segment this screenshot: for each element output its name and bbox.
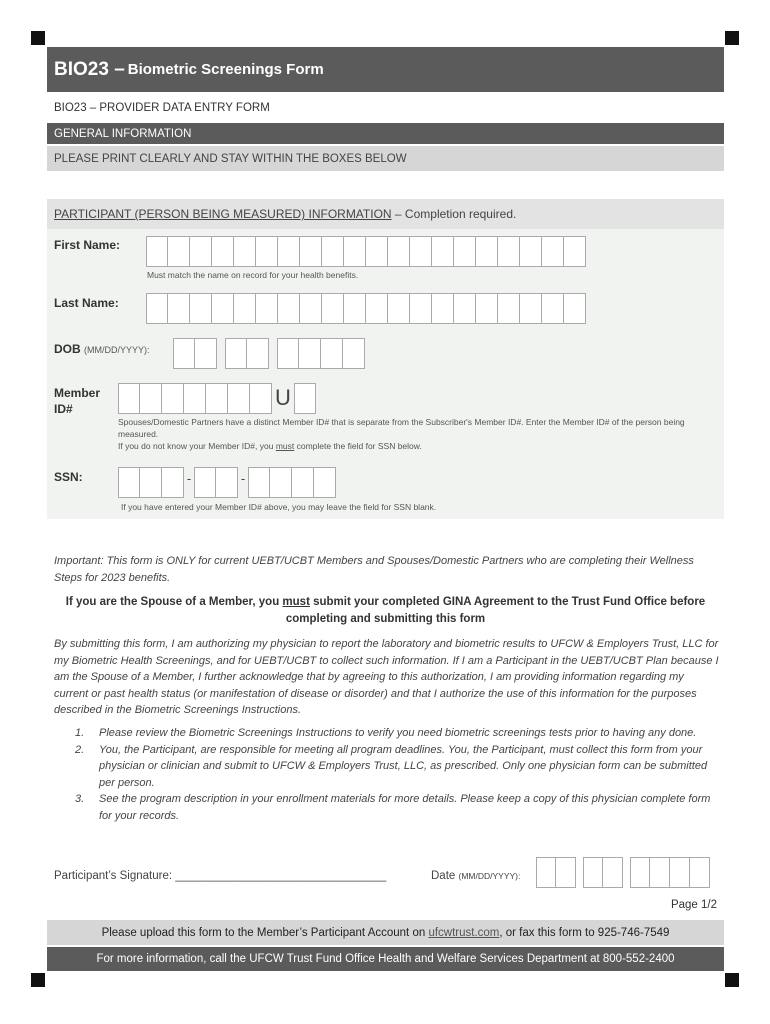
date-format: (MM/DD/YYYY): xyxy=(458,871,521,881)
ssn-input[interactable] xyxy=(118,467,336,498)
last-name-label: Last Name: xyxy=(54,296,119,310)
dob-input[interactable] xyxy=(173,338,365,369)
title-bar xyxy=(47,47,724,92)
ssn-label: SSN: xyxy=(54,470,83,484)
biometric-form xyxy=(47,47,724,971)
registration-mark-bottom-right xyxy=(725,973,739,987)
participant-heading-text: PARTICIPANT (PERSON BEING MEASURED) INFORMATION xyxy=(54,207,392,221)
spouse-notice-post: submit your completed GINA Agreement to the Trust Fund Office before completing and submitting this form xyxy=(285,596,709,625)
spouse-notice xyxy=(47,594,724,627)
registration-mark-top-right xyxy=(725,31,739,45)
member-id-label-line2: ID# xyxy=(54,402,73,416)
first-name-label: First Name: xyxy=(54,238,121,252)
member-id-note-2-post: complete the field for SSN below. xyxy=(294,441,422,451)
member-id-note-2-em: must xyxy=(275,441,295,451)
member-id-note-2-pre: If you do not know your Member ID#, you xyxy=(118,441,276,451)
member-id-input[interactable] xyxy=(118,383,316,414)
important-notice: Important: This form is ONLY for current UEBT/UCBT Members and Spouses/Domestic Partners who are completing their Wellness Steps for 2023 benefits. xyxy=(54,555,694,584)
dob-format: (MM/DD/YYYY): xyxy=(84,345,150,355)
first-name-input[interactable] xyxy=(146,236,586,267)
list-item: 3. See the program description in your enrollment materials for more details. Please keep a copy of this physician complete form for your records. xyxy=(75,793,711,822)
member-id-note xyxy=(118,416,718,452)
contact-info-bar: For more information, call the UFCW Trust Fund Office Health and Welfare Services Department at 800-552-2400 xyxy=(47,947,724,971)
signature-field[interactable]: Participant’s Signature: _________________________________ xyxy=(54,870,387,882)
list-item: 2. You, the Participant, are responsible for meeting all program deadlines. You, the Participant, must collect this form from your physician or clinician and submit to UFCW & Employers Trust, LLC, as prescribed. Only one physician form can be submitted per person. xyxy=(75,743,708,789)
spouse-notice-pre: If you are the Spouse of a Member, you xyxy=(65,596,283,608)
participant-panel xyxy=(47,229,724,519)
form-subtitle: BIO23 – PROVIDER DATA ENTRY FORM xyxy=(54,102,270,114)
list-item: 1. Please review the Biometric Screenings Instructions to verify you need biometric screenings tests prior to having any done. xyxy=(75,727,697,739)
upload-text-pre: Please upload this form to the Member’s Participant Account on xyxy=(101,926,429,939)
form-code: BIO23 – xyxy=(54,58,125,80)
participant-heading-suffix: – Completion required. xyxy=(391,207,517,221)
registration-mark-bottom-left xyxy=(31,973,45,987)
upload-instructions-bar xyxy=(47,920,724,945)
date-input[interactable] xyxy=(536,857,710,888)
member-id-label xyxy=(54,385,100,417)
ssn-note: If you have entered your Member ID# above, you may leave the field for SSN blank. xyxy=(121,502,437,512)
general-information-bar: GENERAL INFORMATION xyxy=(47,123,724,144)
form-title: Biometric Screenings Form xyxy=(127,61,324,78)
instructions-list xyxy=(75,725,719,825)
ssn-dash-2: - xyxy=(240,471,246,486)
page-number: Page 1/2 xyxy=(670,899,717,911)
first-name-note: Must match the name on record for your health benefits. xyxy=(147,270,359,280)
date-label xyxy=(431,870,520,882)
print-instructions-bar: PLEASE PRINT CLEARLY AND STAY WITHIN THE BOXES BELOW xyxy=(47,146,724,171)
member-id-suffix: U xyxy=(275,385,291,410)
ufcwtrust-link[interactable]: ufcwtrust.com xyxy=(428,926,500,939)
member-id-note-1: Spouses/Domestic Partners have a distinct Member ID# that is separate from the Subscriber's Member ID#. Enter the Member ID# of the person being measured. xyxy=(118,417,685,439)
ssn-dash-1: - xyxy=(186,471,192,486)
last-name-input[interactable] xyxy=(146,293,586,324)
participant-section-heading xyxy=(47,199,724,229)
member-id-label-line1: Member xyxy=(54,386,101,400)
spouse-notice-em: must xyxy=(282,596,310,608)
authorization-text: By submitting this form, I am authorizing my physician to report the laboratory and biometric results to UFCW & Employers Trust, LLC for my Biometric Health Screenings, and for UEBT/UCBT to collect such information. If I am a Participant in the UEBT/UCBT Plan because I am the Spouse of a Member, I further acknowledge that by agreeing to this authorization, I am providing information regarding my current or past health status (or manifestation of disease or disorder) and that I authorize the use of this information for the purposes described in the Biometric Screenings Instructions. xyxy=(54,638,719,717)
registration-mark-top-left xyxy=(31,31,45,45)
member-id-note-2 xyxy=(118,440,718,452)
dob-label xyxy=(54,341,150,358)
dob-label-text: DOB xyxy=(54,342,81,356)
date-label-text: Date xyxy=(431,870,456,882)
upload-text-post: , or fax this form to 925-746-7549 xyxy=(499,926,670,939)
